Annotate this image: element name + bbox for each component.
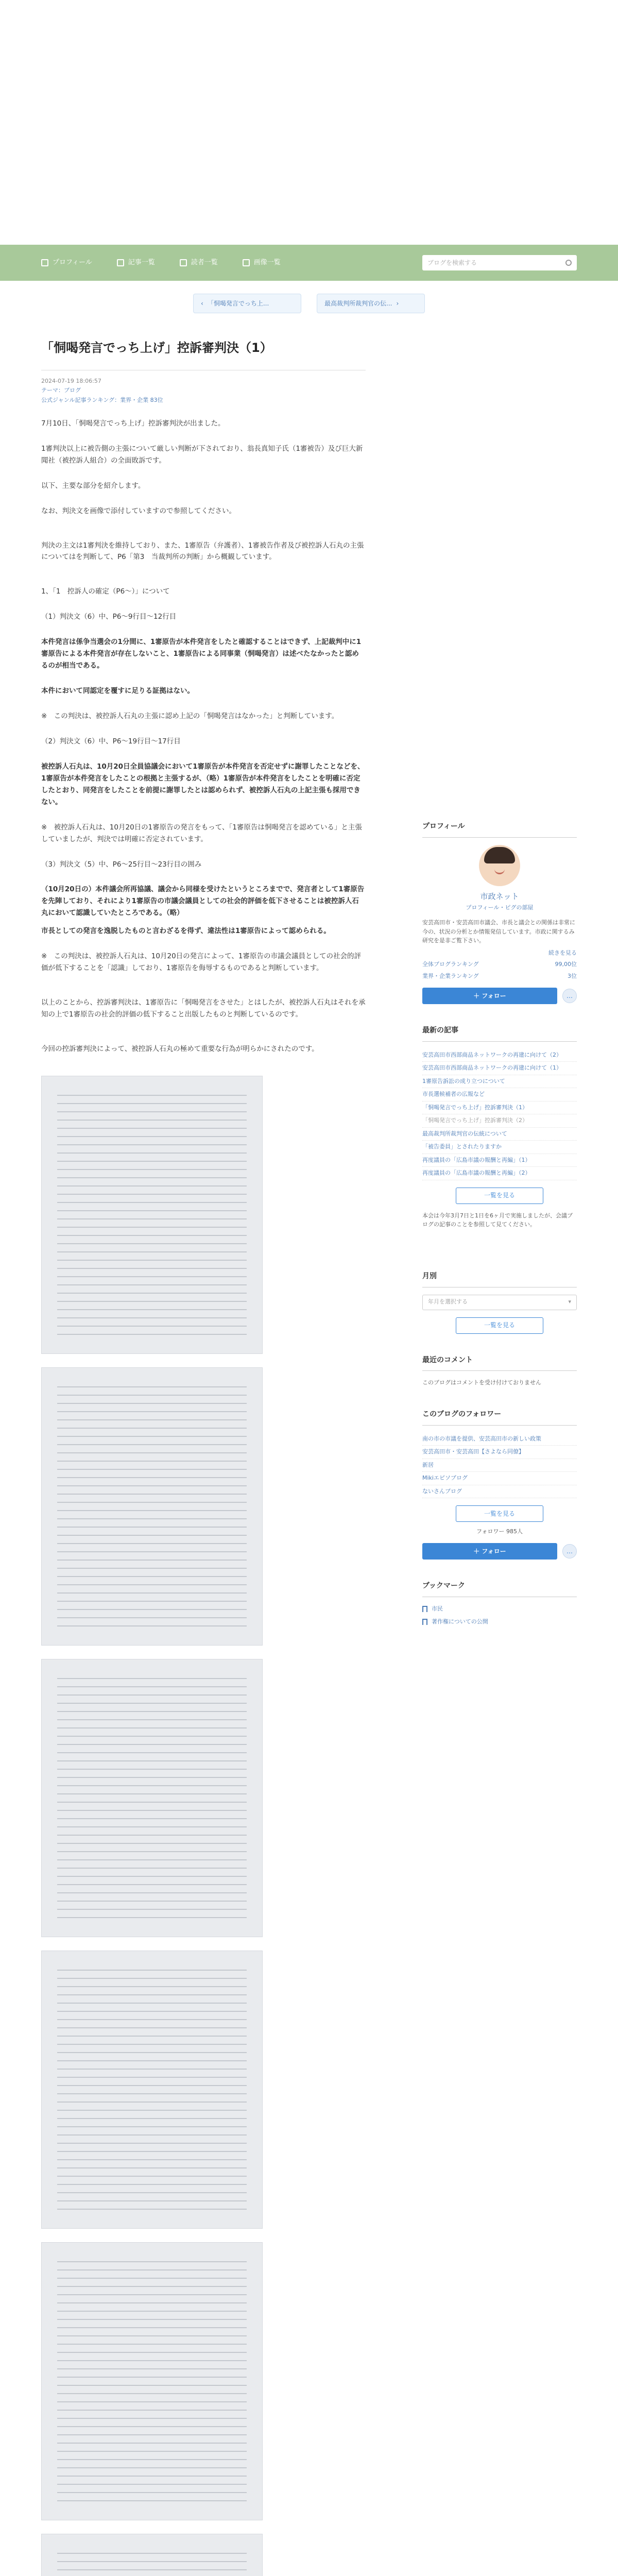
para: ※ この判決は、被控訴人石丸の主張に認め上記の「恫喝発言はなかった」と判断しています。 — [41, 712, 339, 721]
recent-more-button[interactable]: 一覧を見る — [456, 1188, 543, 1204]
nav-articles[interactable] — [117, 257, 155, 268]
avatar[interactable] — [479, 845, 520, 886]
next-article-link[interactable] — [317, 294, 425, 313]
comment-heading: 最近のコメント — [422, 1354, 577, 1371]
follower-item[interactable]: ないさんブログ — [422, 1485, 577, 1499]
ellipsis-icon: … — [566, 1547, 573, 1555]
overall-rank[interactable] — [422, 960, 577, 970]
para: 被控訴人石丸は、10月20日全員協議会において1審原告が本件発言を否定せずに謝罪したことなどを、1審原告が本件発言をしたことの根拠と主張するが、（略）1審原告が本件発言をしたことを明確に否定したとおり、同発言をしたことを前提に謝罪したとは認められず、被控訴人石丸の上記主張も採用できない。 — [41, 762, 365, 806]
nav-profile[interactable] — [41, 257, 92, 268]
nav-profile-label: プロフィール — [53, 258, 92, 266]
para: 1、「1 控訴人の確定（P6～）」について — [41, 587, 170, 596]
para: 7月10日、「恫喝発言でっち上げ」控訴審判決が出ました。 — [41, 419, 225, 428]
bookmark-icon — [422, 1606, 427, 1612]
para: 以下、主要な部分を紹介します。 — [41, 481, 145, 490]
para: 本件発言は係争当選会の1分間に、1審原告が本件発言をしたと確認することはできず、上記裁判中に1審原告による本件発言が存在しないこと、1審原告による同事業（恫喝発言）は述べたなかったと認めるのが相当である。 — [41, 638, 362, 670]
article-body — [41, 418, 366, 1069]
judgment-images — [41, 1076, 366, 2576]
next-article-label: 最高裁判所裁判官の伝... — [324, 299, 392, 307]
recent-articles-block — [422, 1025, 577, 1229]
bookmark-label: 著作権についての公開 — [432, 1618, 488, 1625]
followers-block — [422, 1409, 577, 1560]
follow-button-label: フォロー — [482, 992, 506, 999]
top-blank-area — [0, 0, 618, 245]
more-options-button-2[interactable] — [562, 1544, 577, 1558]
plus-icon: ＋ — [473, 992, 480, 999]
profile-icon — [41, 259, 48, 266]
chevron-left-icon: ‹ — [201, 299, 203, 307]
article-date: 2024-07-19 18:06:57 — [41, 377, 101, 384]
follower-count: フォロワー 985人 — [476, 1528, 523, 1535]
follower-item[interactable]: Mikiエピソブログ — [422, 1472, 577, 1485]
prev-article-link[interactable] — [193, 294, 301, 313]
monthly-block — [422, 1270, 577, 1334]
follow-button-2[interactable] — [422, 1543, 557, 1560]
recent-article-item[interactable]: 安芸高田市西部商品ネットワークの再建に向けて（1） — [422, 1062, 577, 1075]
para: 以上のことから、控訴審判決は、1審原告に「恫喝発言をさせた」とはしたが、被控訴人石丸はそれを承知の上で1審原告の社会的評価の低下すること出版したものと判断しているのです。 — [41, 998, 366, 1019]
para: （10月20日の）本件議会所再協議、議会から同様を受けたというところまでで、発言者として1審原告を先陣しており、それにより1審原告の市議会議員としての社会的評価を低下させることは被控訴人石丸において認識していたところである。（略） — [41, 885, 365, 918]
judgment-scan-image[interactable] — [41, 1659, 263, 1937]
overall-rank-value: 99,00位 — [555, 961, 577, 968]
judgment-scan-image[interactable] — [41, 1367, 263, 1646]
nav-images-label: 画像一覧 — [253, 258, 281, 266]
follower-heading: このブログのフォロワー — [422, 1409, 577, 1426]
article-main — [41, 326, 366, 2576]
follower-item[interactable]: 新居 — [422, 1459, 577, 1472]
profile-description: 安芸高田市・安芸高田市議会、市長と議会との関係は非常に今の、状況の分析とか情報発信しています。市政に関するみ研究を是非ご覧下さい。 — [422, 919, 575, 944]
para: （2）判決文（6）中、P6～19行目～17行目 — [41, 737, 181, 745]
comments-block — [422, 1354, 577, 1388]
bookmark-icon — [422, 1619, 427, 1625]
recent-article-item[interactable]: 1審原告訴訟の成り立つについて — [422, 1075, 577, 1089]
follower-item[interactable]: 安芸高田市・安芸高田【さよなら同僚】 — [422, 1446, 577, 1459]
follower-more-button[interactable]: 一覧を見る — [456, 1505, 543, 1522]
recent-article-item-current[interactable]: 「恫喝発言でっち上げ」控訴審判決（2） — [422, 1114, 577, 1128]
para: 判決の主文は1審判決を維持しており、また、1審原告（弁護者）、1審被告作者及び被控訴人石丸の主張についてはを判断して、P6「第3 当裁判所の判断」から概観しています。 — [41, 541, 364, 562]
para: （1）判決文（6）中、P6～9行目～12行目 — [41, 613, 177, 621]
nav-images[interactable] — [243, 257, 281, 268]
para: 1審判決以上に被告側の主張について厳しい判断が下されており、翁長真知子氏（1審被告）及び巨大新聞社（被控訴人組合）の全面敗訴です。 — [41, 444, 363, 465]
prev-article-label: 「恫喝発言でっち上... — [207, 299, 269, 307]
bookmark-item[interactable] — [422, 1617, 577, 1627]
nav-readers[interactable] — [180, 257, 218, 268]
month-select-value: 年月を選択する — [428, 1298, 468, 1306]
profile-name[interactable]: 市政ネット — [480, 891, 519, 901]
month-select[interactable] — [422, 1295, 577, 1310]
para: なお、判決文を画像で添付していますので参照してください。 — [41, 506, 236, 515]
judgment-scan-image[interactable] — [41, 1951, 263, 2229]
article-meta — [41, 377, 366, 405]
nav-readers-label: 読者一覧 — [191, 258, 218, 266]
profile-heading: プロフィール — [422, 821, 577, 838]
bookmark-item[interactable] — [422, 1604, 577, 1614]
recent-article-item[interactable]: 「被告委員」とされたりますか — [422, 1141, 577, 1154]
profile-more-link[interactable]: 続きを見る — [548, 949, 577, 956]
sidebar — [422, 326, 577, 2576]
judgment-scan-image[interactable] — [41, 1076, 263, 1354]
profile-block — [422, 821, 577, 1004]
recent-article-item[interactable]: 安芸高田市西部商品ネットワークの再建に向けて（2） — [422, 1049, 577, 1062]
overall-rank-label: 全体ブログランキング — [422, 961, 479, 968]
para: 市長としての発言を逸脱したものと言わざるを得ず、違法性は1審原告によって認められる。 — [41, 927, 331, 936]
para: （3）判決文（5）中、P6～25行目～23行目の囲み — [41, 860, 202, 869]
para: 今回の控訴審判決によって、被控訴人石丸の極めて重要な行為が明らかにされたのです。 — [41, 1044, 319, 1053]
bookmarks-block — [422, 1580, 577, 1626]
more-options-button[interactable] — [562, 989, 577, 1003]
monthly-heading: 月別 — [422, 1270, 577, 1287]
monthly-more-button[interactable]: 一覧を見る — [456, 1317, 543, 1334]
bookmark-label: 市民 — [432, 1605, 443, 1612]
plus-icon: ＋ — [473, 1547, 480, 1555]
comment-note: このブログはコメントを受け付けておりません — [422, 1379, 541, 1386]
ellipsis-icon: … — [566, 992, 573, 999]
recent-article-item[interactable]: 市長選候補者の広報など — [422, 1088, 577, 1101]
para: ※ 被控訴人石丸は、10月20日の1審原告の発言をもって、「1審原告は恫喝発言を認めている」と主張していましたが、判決では明確に否定されています。 — [41, 823, 362, 843]
para: 本件において同認定を覆すに足りる証拠はない。 — [41, 687, 194, 696]
recent-heading: 最新の記事 — [422, 1025, 577, 1042]
industry-rank-value: 3位 — [568, 973, 577, 980]
pager-row — [0, 281, 618, 326]
blog-search-input[interactable] — [422, 255, 577, 270]
list-icon — [117, 259, 124, 266]
recent-article-item[interactable]: 「恫喝発言でっち上げ」控訴審判決（1） — [422, 1101, 577, 1115]
judgment-scan-image[interactable] — [41, 2242, 263, 2520]
recent-article-item[interactable]: 再度議員の「広島市議の報酬と再編」（1） — [422, 1154, 577, 1167]
reader-note: 本会は今年3月7日と1日を6ヶ月で実施しましたが、会議ブログの記事のことを参照して見てください。 — [422, 1212, 573, 1228]
judgment-scan-image[interactable] — [41, 2534, 263, 2576]
recent-article-item[interactable]: 再度議員の「広島市議の報酬と再編」（2） — [422, 1167, 577, 1180]
article-title: 「恫喝発言でっち上げ」控訴審判決（1） — [41, 337, 366, 370]
bookmark-heading: ブックマーク — [422, 1580, 577, 1597]
article-theme[interactable]: テーマ：ブログ — [41, 387, 81, 394]
follow-button[interactable] — [422, 988, 557, 1004]
search-icon[interactable] — [565, 260, 572, 266]
para: ※ この判決は、被控訴人石丸は、10月20日の発言によって、1審原告の市議会議員としての社会的評価が低下することを「認識」しており、1審原告を侮辱するものであると判断しています。 — [41, 952, 361, 973]
image-icon — [243, 259, 250, 266]
global-nav — [0, 245, 618, 281]
follow-button-2-label: フォロー — [482, 1547, 506, 1555]
recent-article-item[interactable]: 最高裁判所裁判官の伝統について — [422, 1128, 577, 1141]
article-rank[interactable]: 公式ジャンル記事ランキング：業界・企業 83位 — [41, 397, 163, 404]
nav-articles-label: 記事一覧 — [128, 258, 155, 266]
readers-icon — [180, 259, 187, 266]
industry-rank-label: 業界・企業ランキング — [422, 973, 479, 980]
industry-rank[interactable] — [422, 972, 577, 981]
chevron-right-icon: › — [396, 299, 399, 307]
follower-item[interactable]: 南の市の市議を提供、安芸高田市の新しい政策 — [422, 1433, 577, 1446]
search-placeholder: ブログを検索する — [427, 259, 477, 266]
profile-tag[interactable]: プロフィール・ピグの部屋 — [466, 904, 534, 911]
chevron-down-icon: ▾ — [568, 1298, 571, 1306]
